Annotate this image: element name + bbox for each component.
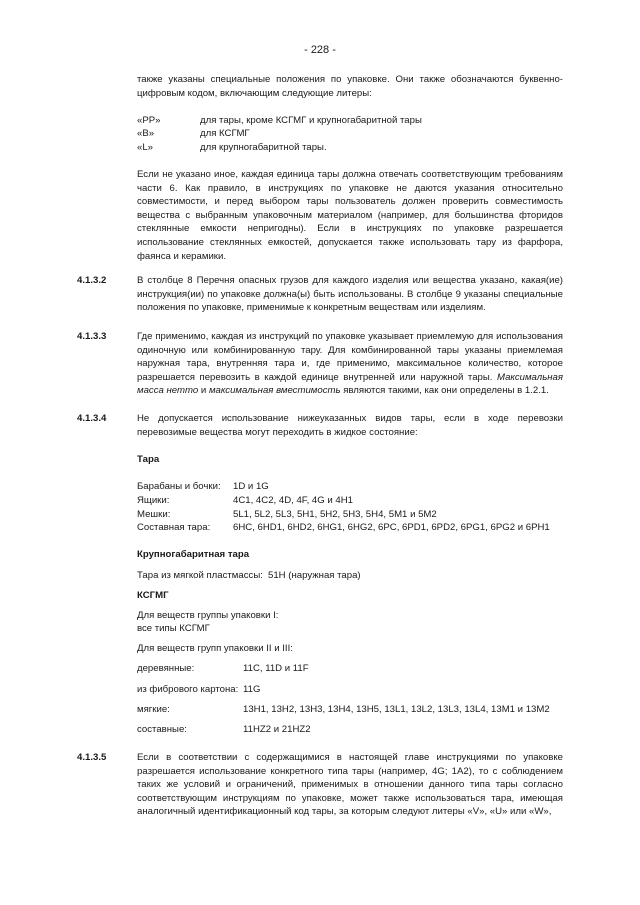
ibc-row xyxy=(137,723,311,737)
ibc-label: деревянные: xyxy=(137,663,195,674)
ibc-group-1-label: Для веществ группы упаковки I: xyxy=(137,610,279,621)
ibc-row xyxy=(137,703,550,717)
section-text xyxy=(137,330,563,398)
tara-value: 1D и 1G xyxy=(233,481,269,492)
compatibility-paragraph: Если не указано иное, каждая единица тары должна отвечать соответствующим требованиям части 6. Как правило, в инструкциях по упаковке не даются указания относительно совместимости, и перед выбором тары пользователь должен проверить совместимость вещества с выбранным упаковочным материалом (например, для большинства фторидов стеклянные емкости непригодны). Если в инструкциях по упаковке разрешается использование стеклянных емкостей, допускается также использовать тару из фарфора, фаянса и керамики. xyxy=(137,169,563,262)
tara-label: Барабаны и бочки: xyxy=(137,481,221,492)
section-number: 4.1.3.4 xyxy=(77,413,107,424)
ibc-row xyxy=(137,683,260,697)
term-max-capacity: максимальная вместимость xyxy=(208,385,341,397)
tara-row xyxy=(137,494,353,508)
term-max-net-mass: Максимальная масса нетто xyxy=(137,371,563,397)
section-text: В столбце 8 Перечня опасных грузов для каждого изделия или вещества указано, какая(ие) инструкция(ии) по упаковке должна(ы) быть использованы. В столбце 9 указаны специальные положения по упаковке, применимые к конкретным веществам или изделиям. xyxy=(137,275,563,314)
section-number: 4.1.3.3 xyxy=(77,331,107,342)
ibc-label: составные: xyxy=(137,724,187,735)
ibc-label: из фибрового картона: xyxy=(137,684,239,695)
intro-paragraph: также указаны специальные положения по упаковке. Они также обозначаются буквенно-цифровым кодом, включающим следующие литеры: xyxy=(137,74,563,99)
ibc-row xyxy=(137,662,309,676)
tara-value: 6HC, 6HD1, 6HD2, 6HG1, 6HG2, 6PC, 6PD1, 6PD2, 6PG1, 6PG2 и 6PH1 xyxy=(233,522,550,533)
ibc-value: 13H1, 13H2, 13H3, 13H4, 13H5, 13L1, 13L2, 13L3, 13L4, 13M1 и 13M2 xyxy=(243,704,550,715)
tara-row xyxy=(137,480,269,494)
tara-value: 5L1, 5L2, 5L3, 5H1, 5H2, 5H3, 5H4, 5M1 и 5M2 xyxy=(233,509,437,520)
section-number: 4.1.3.2 xyxy=(77,275,107,286)
large-packaging-row xyxy=(137,569,361,583)
tara-row xyxy=(137,508,437,522)
tara-label: Составная тара: xyxy=(137,522,211,533)
code-desc: для крупногабаритной тары. xyxy=(200,142,327,153)
section-text-part: Где применимо, каждая из инструкций по упаковке указывает приемлемую для использования одиночную или комбинированную тару. Для комбинированной тары указаны приемлемая наружная тара, внутренняя тара и, где применимо, максимальное количество, которое разрешается перевозить в каждой единице внутренней или наружной тары. xyxy=(137,331,563,383)
code-desc: для КСГМГ xyxy=(200,128,250,139)
tara-label: Ящики: xyxy=(137,495,170,506)
code-label: «PP» xyxy=(137,115,161,126)
ibc-label: мягкие: xyxy=(137,704,170,715)
tara-label: Мешки: xyxy=(137,509,171,520)
code-row xyxy=(137,127,250,141)
tara-heading: Тара xyxy=(137,454,160,465)
code-row xyxy=(137,114,422,128)
section-text-part: и xyxy=(198,385,209,397)
ibc-value: 11G xyxy=(243,684,261,695)
ibc-value: 11HZ2 и 21HZ2 xyxy=(243,724,311,735)
section-text-part: являются такими, как они определены в 1.2.1. xyxy=(340,385,549,397)
page-number: - 228 - xyxy=(304,44,336,56)
code-desc: для тары, кроме КСГМГ и крупногабаритной тары xyxy=(200,115,422,126)
large-packaging-value: 51H (наружная тара) xyxy=(268,570,361,581)
ibc-group-1-value: все типы КСГМГ xyxy=(137,623,210,634)
large-packaging-label: Тара из мягкой пластмассы: xyxy=(137,570,263,581)
ibc-heading: КСГМГ xyxy=(137,590,169,601)
code-row xyxy=(137,141,327,155)
code-label: «B» xyxy=(137,128,155,139)
large-packaging-heading: Крупногабаритная тара xyxy=(137,549,250,560)
tara-value: 4C1, 4C2, 4D, 4F, 4G и 4H1 xyxy=(233,495,354,506)
code-label: «L» xyxy=(137,142,154,153)
section-text: Не допускается использование нижеуказанных видов тары, если в ходе перевозки перевозимые вещества могут переходить в жидкое состояние: xyxy=(137,413,563,438)
section-text: Если в соответствии с содержащимися в настоящей главе инструкциями по упаковке разрешается использование конкретного типа тары (например, 4G; 1A2), то с соблюдением таких же условий и ограничений, применимых в отношении данного типа тары согласно соответствующим инструкциям по упаковке, может также использоваться тара, имеющая аналогичный идентификационный код тары, за которым следуют литеры «V», «U» или «W», xyxy=(137,752,563,818)
section-number: 4.1.3.5 xyxy=(77,752,107,763)
ibc-value: 11C, 11D и 11F xyxy=(243,663,309,674)
ibc-group-2-label: Для веществ групп упаковки II и III: xyxy=(137,643,293,654)
tara-row xyxy=(137,521,550,535)
